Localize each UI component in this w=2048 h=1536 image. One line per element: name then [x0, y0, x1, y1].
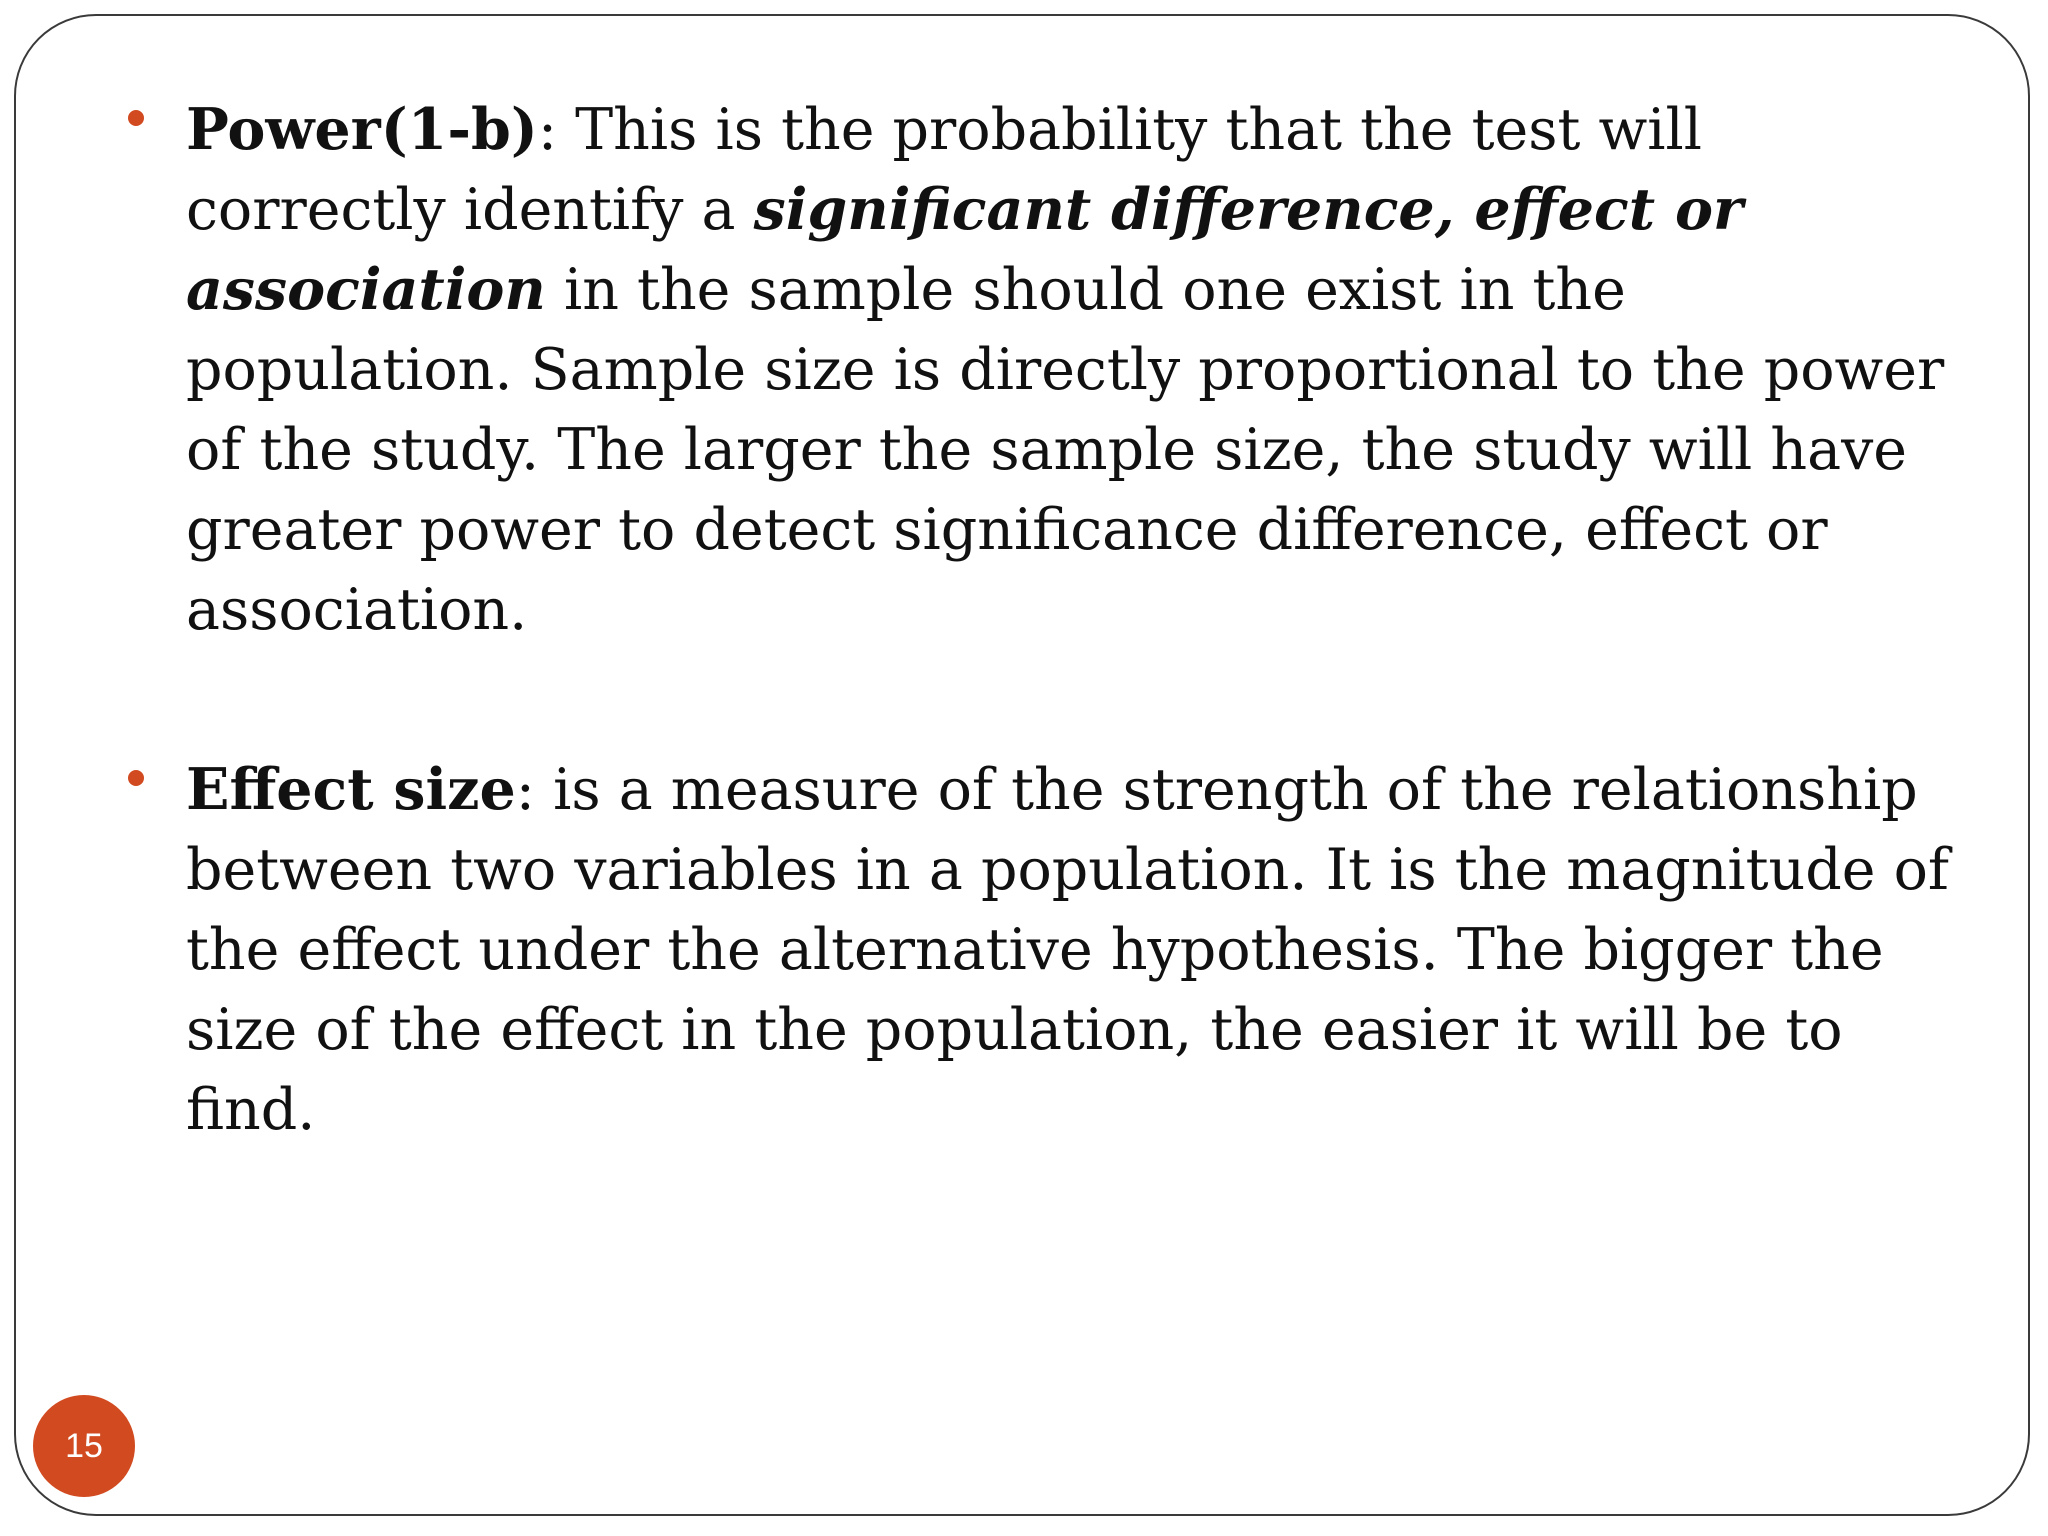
- page-number-badge: [33, 1395, 135, 1497]
- bullet-dot-icon: [128, 770, 144, 786]
- term-effect-size: Effect size: [186, 756, 516, 823]
- bullet-effect-size: [118, 750, 1958, 1150]
- power-emphasis: significant difference, effect or association: [186, 176, 1743, 323]
- page-number: 15: [65, 1426, 103, 1465]
- term-power: Power(1-b): [186, 96, 538, 163]
- bullet-dot-icon: [128, 110, 144, 126]
- slide-content: [118, 90, 1958, 1150]
- power-text-before: : This is the probability that the test will correctly identify a: [186, 97, 1702, 243]
- bullet-power: [118, 90, 1958, 650]
- effect-size-text: : is a measure of the strength of the relationship between two variables in a population. It is the magnitude of the effect under the alternative hypothesis. The bigger the size of the effect in the population, the easier it will be to find.: [186, 757, 1950, 1143]
- power-text-after: in the sample should one exist in the population. Sample size is directly proportional to the power of the study. The larger the sample size, the study will have greater power to detect significance difference, effect or association.: [186, 257, 1945, 643]
